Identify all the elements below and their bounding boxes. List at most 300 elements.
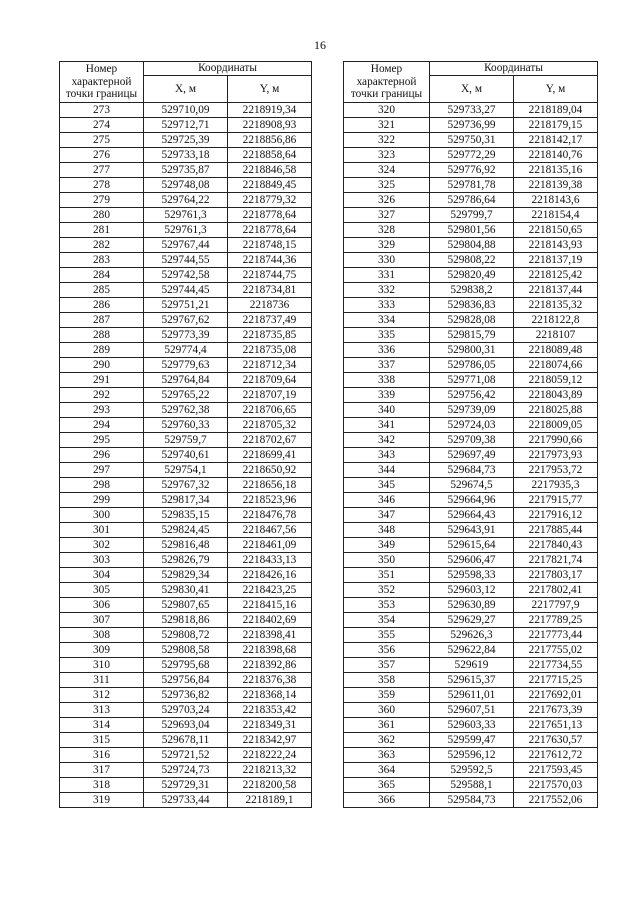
point-number-cell: 363 xyxy=(344,748,430,763)
point-number-cell: 314 xyxy=(60,718,144,733)
point-number-cell: 291 xyxy=(60,373,144,388)
table-row xyxy=(60,673,312,688)
point-number-cell: 312 xyxy=(60,688,144,703)
y-coordinate-cell: 2218189,1 xyxy=(228,793,312,808)
y-coordinate-cell: 2218143,6 xyxy=(514,193,598,208)
y-coordinate-cell: 2217821,74 xyxy=(514,553,598,568)
x-coordinate-cell: 529596,12 xyxy=(430,748,514,763)
point-number-cell: 328 xyxy=(344,223,430,238)
point-number-cell: 335 xyxy=(344,328,430,343)
x-coordinate-cell: 529836,83 xyxy=(430,298,514,313)
x-coordinate-cell: 529835,15 xyxy=(144,508,228,523)
point-number-cell: 324 xyxy=(344,163,430,178)
table-body-right xyxy=(344,103,598,808)
table-row xyxy=(344,283,598,298)
table-row xyxy=(344,538,598,553)
y-coordinate-cell: 2218059,12 xyxy=(514,373,598,388)
y-coordinate-cell: 2218089,48 xyxy=(514,343,598,358)
point-number-cell: 320 xyxy=(344,103,430,118)
table-row xyxy=(344,763,598,778)
y-coordinate-cell: 2218368,14 xyxy=(228,688,312,703)
table-row xyxy=(344,118,598,133)
table-row xyxy=(344,493,598,508)
y-coordinate-cell: 2218353,42 xyxy=(228,703,312,718)
table-row xyxy=(60,538,312,553)
x-coordinate-cell: 529773,39 xyxy=(144,328,228,343)
page-number: 16 xyxy=(314,38,326,52)
y-coordinate-cell: 2218737,49 xyxy=(228,313,312,328)
x-coordinate-cell: 529764,84 xyxy=(144,373,228,388)
y-coordinate-cell: 2217692,01 xyxy=(514,688,598,703)
table-row xyxy=(344,358,598,373)
point-number-cell: 360 xyxy=(344,703,430,718)
x-coordinate-cell: 529818,86 xyxy=(144,613,228,628)
x-coordinate-cell: 529786,05 xyxy=(430,358,514,373)
point-number-cell: 274 xyxy=(60,118,144,133)
x-coordinate-cell: 529733,44 xyxy=(144,793,228,808)
table-row xyxy=(344,478,598,493)
point-number-cell: 322 xyxy=(344,133,430,148)
table-row xyxy=(344,568,598,583)
x-coordinate-cell: 529801,56 xyxy=(430,223,514,238)
point-number-cell: 364 xyxy=(344,763,430,778)
point-number-cell: 285 xyxy=(60,283,144,298)
point-number-cell: 279 xyxy=(60,193,144,208)
table-row xyxy=(344,178,598,193)
table-row xyxy=(344,313,598,328)
x-coordinate-cell: 529751,21 xyxy=(144,298,228,313)
x-coordinate-cell: 529767,32 xyxy=(144,478,228,493)
table-row xyxy=(344,133,598,148)
point-number-cell: 307 xyxy=(60,613,144,628)
x-coordinate-cell: 529781,78 xyxy=(430,178,514,193)
point-number-cell: 339 xyxy=(344,388,430,403)
point-number-cell: 341 xyxy=(344,418,430,433)
point-number-cell: 308 xyxy=(60,628,144,643)
table-row xyxy=(344,703,598,718)
point-number-cell: 362 xyxy=(344,733,430,748)
y-coordinate-cell: 2218702,67 xyxy=(228,433,312,448)
point-number-cell: 334 xyxy=(344,313,430,328)
y-coordinate-cell: 2218849,45 xyxy=(228,178,312,193)
table-row xyxy=(60,658,312,673)
point-number-cell: 359 xyxy=(344,688,430,703)
x-coordinate-cell: 529733,27 xyxy=(430,103,514,118)
point-number-cell: 306 xyxy=(60,598,144,613)
table-body-left xyxy=(60,103,312,808)
x-coordinate-cell: 529697,49 xyxy=(430,448,514,463)
y-coordinate-cell: 2217755,02 xyxy=(514,643,598,658)
x-coordinate-cell: 529733,18 xyxy=(144,148,228,163)
table-row xyxy=(60,253,312,268)
x-coordinate-cell: 529740,61 xyxy=(144,448,228,463)
point-number-cell: 365 xyxy=(344,778,430,793)
point-number-cell: 345 xyxy=(344,478,430,493)
point-number-cell: 317 xyxy=(60,763,144,778)
y-coordinate-cell: 2218009,05 xyxy=(514,418,598,433)
y-coordinate-cell: 2217885,44 xyxy=(514,523,598,538)
y-coordinate-cell: 2218735,08 xyxy=(228,343,312,358)
y-coordinate-cell: 2218707,19 xyxy=(228,388,312,403)
y-coordinate-cell: 2217552,06 xyxy=(514,793,598,808)
x-coordinate-cell: 529795,68 xyxy=(144,658,228,673)
point-number-cell: 284 xyxy=(60,268,144,283)
x-coordinate-cell: 529603,33 xyxy=(430,718,514,733)
y-coordinate-cell: 2217797,9 xyxy=(514,598,598,613)
table-row xyxy=(344,433,598,448)
y-coordinate-cell: 2217570,03 xyxy=(514,778,598,793)
x-coordinate-cell: 529771,08 xyxy=(430,373,514,388)
point-number-cell: 350 xyxy=(344,553,430,568)
x-coordinate-cell: 529736,99 xyxy=(430,118,514,133)
x-coordinate-cell: 529774,4 xyxy=(144,343,228,358)
point-number-cell: 344 xyxy=(344,463,430,478)
table-row xyxy=(60,148,312,163)
point-number-cell: 325 xyxy=(344,178,430,193)
point-number-cell: 299 xyxy=(60,493,144,508)
x-coordinate-cell: 529729,31 xyxy=(144,778,228,793)
table-row xyxy=(344,343,598,358)
point-number-header: Номер характерной точки границы xyxy=(344,62,430,103)
x-coordinate-cell: 529800,31 xyxy=(430,343,514,358)
y-coordinate-cell: 2218734,81 xyxy=(228,283,312,298)
coordinates-table-right xyxy=(343,61,598,808)
point-number-cell: 352 xyxy=(344,583,430,598)
x-coordinate-cell: 529829,34 xyxy=(144,568,228,583)
table-row xyxy=(344,328,598,343)
x-coordinate-cell: 529828,08 xyxy=(430,313,514,328)
table-row xyxy=(344,388,598,403)
table-row xyxy=(60,208,312,223)
table-row xyxy=(60,178,312,193)
x-coordinate-cell: 529725,39 xyxy=(144,133,228,148)
x-coordinate-cell: 529786,64 xyxy=(430,193,514,208)
table-row xyxy=(60,628,312,643)
point-number-cell: 343 xyxy=(344,448,430,463)
table-row xyxy=(60,553,312,568)
x-coordinate-cell: 529804,88 xyxy=(430,238,514,253)
point-number-cell: 332 xyxy=(344,283,430,298)
table-row xyxy=(344,613,598,628)
point-number-cell: 301 xyxy=(60,523,144,538)
x-coordinate-cell: 529598,33 xyxy=(430,568,514,583)
point-number-cell: 340 xyxy=(344,403,430,418)
x-coordinate-cell: 529735,87 xyxy=(144,163,228,178)
x-coordinate-cell: 529765,22 xyxy=(144,388,228,403)
point-number-cell: 366 xyxy=(344,793,430,808)
y-coordinate-cell: 2218736 xyxy=(228,298,312,313)
point-number-cell: 275 xyxy=(60,133,144,148)
x-coordinate-cell: 529762,38 xyxy=(144,403,228,418)
x-coordinate-cell: 529619 xyxy=(430,658,514,673)
y-coordinate-cell: 2218213,32 xyxy=(228,763,312,778)
y-coordinate-cell: 2218107 xyxy=(514,328,598,343)
y-coordinate-cell: 2217734,55 xyxy=(514,658,598,673)
y-coordinate-cell: 2218706,65 xyxy=(228,403,312,418)
y-coordinate-cell: 2218376,38 xyxy=(228,673,312,688)
y-header: Y, м xyxy=(228,76,312,103)
x-coordinate-cell: 529764,22 xyxy=(144,193,228,208)
point-number-cell: 295 xyxy=(60,433,144,448)
point-number-cell: 288 xyxy=(60,328,144,343)
y-coordinate-cell: 2218467,56 xyxy=(228,523,312,538)
point-number-cell: 286 xyxy=(60,298,144,313)
point-number-cell: 273 xyxy=(60,103,144,118)
point-number-cell: 321 xyxy=(344,118,430,133)
table-row xyxy=(60,448,312,463)
table-row xyxy=(60,463,312,478)
table-row xyxy=(344,598,598,613)
x-coordinate-cell: 529826,79 xyxy=(144,553,228,568)
x-coordinate-cell: 529748,08 xyxy=(144,178,228,193)
x-coordinate-cell: 529750,31 xyxy=(430,133,514,148)
y-coordinate-cell: 2218200,58 xyxy=(228,778,312,793)
table-row xyxy=(60,703,312,718)
x-coordinate-cell: 529760,33 xyxy=(144,418,228,433)
table-row xyxy=(60,688,312,703)
y-coordinate-cell: 2218426,16 xyxy=(228,568,312,583)
point-number-cell: 347 xyxy=(344,508,430,523)
table-row xyxy=(60,388,312,403)
x-coordinate-cell: 529767,62 xyxy=(144,313,228,328)
point-number-cell: 336 xyxy=(344,343,430,358)
y-coordinate-cell: 2218919,34 xyxy=(228,103,312,118)
x-coordinate-cell: 529776,92 xyxy=(430,163,514,178)
y-coordinate-cell: 2218523,96 xyxy=(228,493,312,508)
x-coordinate-cell: 529808,72 xyxy=(144,628,228,643)
point-number-cell: 305 xyxy=(60,583,144,598)
point-number-cell: 278 xyxy=(60,178,144,193)
point-number-cell: 311 xyxy=(60,673,144,688)
table-row xyxy=(60,523,312,538)
y-coordinate-cell: 2218222,24 xyxy=(228,748,312,763)
table-row xyxy=(60,193,312,208)
y-coordinate-cell: 2218074,66 xyxy=(514,358,598,373)
y-coordinate-cell: 2218778,64 xyxy=(228,208,312,223)
y-coordinate-cell: 2217673,39 xyxy=(514,703,598,718)
table-row xyxy=(60,643,312,658)
table-row xyxy=(344,403,598,418)
y-coordinate-cell: 2217802,41 xyxy=(514,583,598,598)
y-coordinate-cell: 2217593,45 xyxy=(514,763,598,778)
point-number-cell: 318 xyxy=(60,778,144,793)
x-coordinate-cell: 529772,29 xyxy=(430,148,514,163)
x-coordinate-cell: 529838,2 xyxy=(430,283,514,298)
y-coordinate-cell: 2218135,32 xyxy=(514,298,598,313)
point-number-cell: 346 xyxy=(344,493,430,508)
point-number-cell: 329 xyxy=(344,238,430,253)
table-row xyxy=(344,373,598,388)
table-row xyxy=(344,748,598,763)
y-coordinate-cell: 2217973,93 xyxy=(514,448,598,463)
table-row xyxy=(60,418,312,433)
coordinates-header: Координаты xyxy=(430,62,598,76)
point-number-cell: 292 xyxy=(60,388,144,403)
y-coordinate-cell: 2218908,93 xyxy=(228,118,312,133)
x-coordinate-cell: 529584,73 xyxy=(430,793,514,808)
point-number-cell: 313 xyxy=(60,703,144,718)
point-number-cell: 330 xyxy=(344,253,430,268)
y-coordinate-cell: 2218342,97 xyxy=(228,733,312,748)
x-coordinate-cell: 529684,73 xyxy=(430,463,514,478)
table-row xyxy=(60,238,312,253)
x-coordinate-cell: 529674,5 xyxy=(430,478,514,493)
table-row xyxy=(344,208,598,223)
point-number-cell: 294 xyxy=(60,418,144,433)
point-number-cell: 296 xyxy=(60,448,144,463)
point-number-cell: 357 xyxy=(344,658,430,673)
table-row xyxy=(344,193,598,208)
y-coordinate-cell: 2218349,31 xyxy=(228,718,312,733)
x-coordinate-cell: 529736,82 xyxy=(144,688,228,703)
point-number-cell: 280 xyxy=(60,208,144,223)
table-row xyxy=(60,613,312,628)
table-row xyxy=(60,508,312,523)
table-row xyxy=(344,298,598,313)
x-coordinate-cell: 529816,48 xyxy=(144,538,228,553)
y-coordinate-cell: 2217916,12 xyxy=(514,508,598,523)
table-row xyxy=(344,553,598,568)
point-number-cell: 331 xyxy=(344,268,430,283)
y-coordinate-cell: 2218142,17 xyxy=(514,133,598,148)
point-number-cell: 281 xyxy=(60,223,144,238)
x-coordinate-cell: 529592,5 xyxy=(430,763,514,778)
y-coordinate-cell: 2218423,25 xyxy=(228,583,312,598)
table-row xyxy=(60,103,312,118)
table-row xyxy=(60,328,312,343)
x-coordinate-cell: 529664,43 xyxy=(430,508,514,523)
y-coordinate-cell: 2218744,36 xyxy=(228,253,312,268)
x-coordinate-cell: 529630,89 xyxy=(430,598,514,613)
x-coordinate-cell: 529611,01 xyxy=(430,688,514,703)
y-coordinate-cell: 2217715,25 xyxy=(514,673,598,688)
table-row xyxy=(344,418,598,433)
x-coordinate-cell: 529754,1 xyxy=(144,463,228,478)
x-coordinate-cell: 529799,7 xyxy=(430,208,514,223)
point-number-cell: 326 xyxy=(344,193,430,208)
x-coordinate-cell: 529626,3 xyxy=(430,628,514,643)
table-row xyxy=(344,523,598,538)
table-row xyxy=(60,298,312,313)
point-number-cell: 310 xyxy=(60,658,144,673)
y-coordinate-cell: 2218778,64 xyxy=(228,223,312,238)
point-number-cell: 283 xyxy=(60,253,144,268)
table-row xyxy=(344,268,598,283)
point-number-cell: 287 xyxy=(60,313,144,328)
x-coordinate-cell: 529815,79 xyxy=(430,328,514,343)
y-coordinate-cell: 2217915,77 xyxy=(514,493,598,508)
point-number-cell: 276 xyxy=(60,148,144,163)
point-number-cell: 353 xyxy=(344,598,430,613)
y-coordinate-cell: 2217630,57 xyxy=(514,733,598,748)
y-coordinate-cell: 2218744,75 xyxy=(228,268,312,283)
point-number-cell: 355 xyxy=(344,628,430,643)
y-coordinate-cell: 2218846,58 xyxy=(228,163,312,178)
y-coordinate-cell: 2218137,44 xyxy=(514,283,598,298)
y-coordinate-cell: 2218650,92 xyxy=(228,463,312,478)
table-row xyxy=(344,718,598,733)
x-coordinate-cell: 529724,73 xyxy=(144,763,228,778)
point-number-cell: 316 xyxy=(60,748,144,763)
x-header: X, м xyxy=(430,76,514,103)
x-coordinate-cell: 529643,91 xyxy=(430,523,514,538)
x-coordinate-cell: 529712,71 xyxy=(144,118,228,133)
x-coordinate-cell: 529817,34 xyxy=(144,493,228,508)
point-number-cell: 337 xyxy=(344,358,430,373)
x-header: X, м xyxy=(144,76,228,103)
point-number-cell: 298 xyxy=(60,478,144,493)
table-row xyxy=(344,508,598,523)
x-coordinate-cell: 529744,55 xyxy=(144,253,228,268)
table-row xyxy=(60,133,312,148)
x-coordinate-cell: 529615,64 xyxy=(430,538,514,553)
x-coordinate-cell: 529808,22 xyxy=(430,253,514,268)
point-number-cell: 351 xyxy=(344,568,430,583)
point-number-cell: 282 xyxy=(60,238,144,253)
x-coordinate-cell: 529622,84 xyxy=(430,643,514,658)
x-coordinate-cell: 529664,96 xyxy=(430,493,514,508)
y-coordinate-cell: 2218125,42 xyxy=(514,268,598,283)
x-coordinate-cell: 529615,37 xyxy=(430,673,514,688)
x-coordinate-cell: 529710,09 xyxy=(144,103,228,118)
y-coordinate-cell: 2218025,88 xyxy=(514,403,598,418)
y-coordinate-cell: 2218137,19 xyxy=(514,253,598,268)
table-row xyxy=(60,748,312,763)
point-number-cell: 315 xyxy=(60,733,144,748)
y-coordinate-cell: 2217840,43 xyxy=(514,538,598,553)
coordinates-header: Координаты xyxy=(144,62,312,76)
point-number-cell: 290 xyxy=(60,358,144,373)
point-number-cell: 348 xyxy=(344,523,430,538)
table-row xyxy=(344,658,598,673)
y-coordinate-cell: 2218712,34 xyxy=(228,358,312,373)
y-coordinate-cell: 2218398,68 xyxy=(228,643,312,658)
table-row xyxy=(60,223,312,238)
point-number-cell: 361 xyxy=(344,718,430,733)
x-coordinate-cell: 529807,65 xyxy=(144,598,228,613)
table-row xyxy=(60,718,312,733)
point-number-cell: 293 xyxy=(60,403,144,418)
x-coordinate-cell: 529678,11 xyxy=(144,733,228,748)
y-coordinate-cell: 2217651,13 xyxy=(514,718,598,733)
y-coordinate-cell: 2217803,17 xyxy=(514,568,598,583)
x-coordinate-cell: 529724,03 xyxy=(430,418,514,433)
x-coordinate-cell: 529606,47 xyxy=(430,553,514,568)
y-coordinate-cell: 2218415,16 xyxy=(228,598,312,613)
x-coordinate-cell: 529824,45 xyxy=(144,523,228,538)
point-number-cell: 338 xyxy=(344,373,430,388)
point-number-cell: 327 xyxy=(344,208,430,223)
x-coordinate-cell: 529693,04 xyxy=(144,718,228,733)
point-number-cell: 342 xyxy=(344,433,430,448)
x-coordinate-cell: 529603,12 xyxy=(430,583,514,598)
y-coordinate-cell: 2217953,72 xyxy=(514,463,598,478)
y-coordinate-cell: 2218402,69 xyxy=(228,613,312,628)
table-row xyxy=(344,673,598,688)
point-number-cell: 300 xyxy=(60,508,144,523)
y-coordinate-cell: 2218461,09 xyxy=(228,538,312,553)
y-coordinate-cell: 2218398,41 xyxy=(228,628,312,643)
y-coordinate-cell: 2218705,32 xyxy=(228,418,312,433)
y-coordinate-cell: 2218135,16 xyxy=(514,163,598,178)
x-coordinate-cell: 529820,49 xyxy=(430,268,514,283)
table-row xyxy=(344,463,598,478)
table-row xyxy=(344,688,598,703)
x-coordinate-cell: 529709,38 xyxy=(430,433,514,448)
y-coordinate-cell: 2218392,86 xyxy=(228,658,312,673)
table-row xyxy=(60,268,312,283)
y-coordinate-cell: 2218709,64 xyxy=(228,373,312,388)
